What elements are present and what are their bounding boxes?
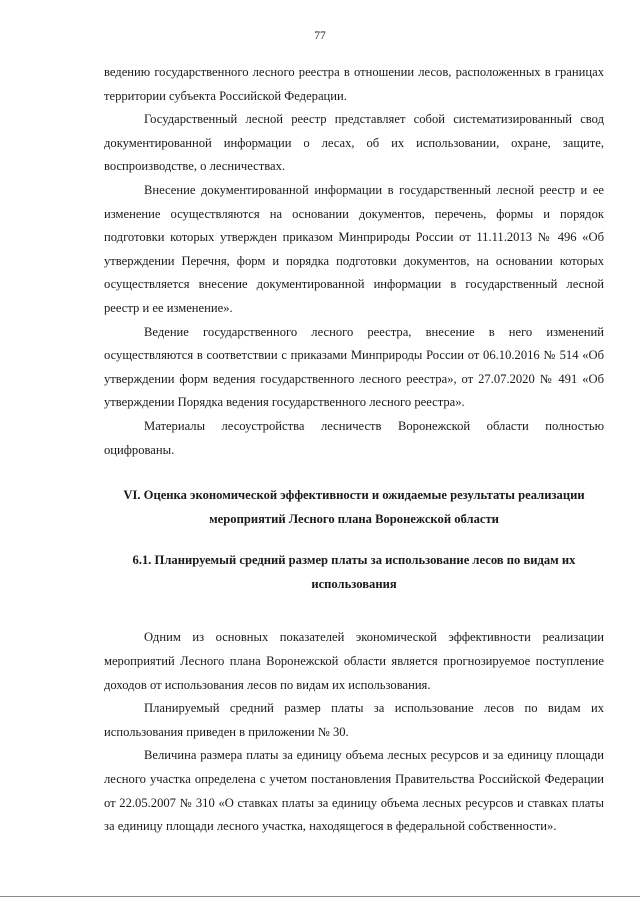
paragraph: Величина размера платы за единицу объема лесных ресурсов и за единицу площади лесного участка определена с учетом постановления Правительства Российской Федерации от 22.05.2007 № 310 «О ставках платы за единицу объема лесных ресурсов и ставках платы за единицу площади лесного участка, находящегося в федеральной собственности». (104, 748, 604, 834)
page-bottom-edge (0, 896, 640, 897)
subsection-heading-line: 6.1. Планируемый средний размер платы за использование лесов по видам их (132, 553, 576, 568)
page-content (104, 61, 604, 839)
paragraph: ведению государственного лесного реестра в отношении лесов, расположенных в границах территории субъекта Российской Федерации. (104, 65, 604, 103)
paragraph: Планируемый средний размер платы за использование лесов по видам их использования приведен в приложении № 30. (104, 701, 604, 739)
section-heading-line: мероприятий Лесного плана Воронежской области (209, 511, 499, 526)
paragraph: Государственный лесной реестр представляет собой систематизированный свод документированной информации о лесах, об их использовании, охране, защите, воспроизводстве, о лесничествах. (104, 112, 604, 174)
section-heading (104, 484, 604, 531)
page-number: 77 (314, 30, 326, 42)
paragraph: Материалы лесоустройства лесничеств Воронежской области полностью оцифрованы. (104, 418, 604, 457)
subsection-heading-line: использования (311, 576, 397, 591)
paragraph: Внесение документированной информации в государственный лесной реестр и ее изменение осуществляются на основании документов, перечень, формы и порядок подготовки которых утвержден приказом Минприроды России от 11.11.2013 № 496 «Об утверждении Перечня, форм и порядка подготовки документов, на основании которых осуществляется внесение документированной информации в государственный лесной реестр и ее изменение». (104, 182, 604, 315)
section-heading-line: VI. Оценка экономической эффективности и ожидаемые результаты реализации (123, 488, 585, 503)
paragraph: Одним из основных показателей экономической эффективности реализации мероприятий Лесного плана Воронежской области является прогнозируемое поступление доходов от использования лесов по видам их использования. (104, 630, 604, 692)
paragraph: Ведение государственного лесного реестра, внесение в него изменений осуществляются в соответствии с приказами Минприроды России от 06.10.2016 № 514 «Об утверждении форм ведения государственного лесного реестра», от 27.07.2020 № 491 «Об утверждении Порядка ведения государственного лесного реестра». (104, 324, 604, 410)
subsection-heading (104, 549, 604, 596)
